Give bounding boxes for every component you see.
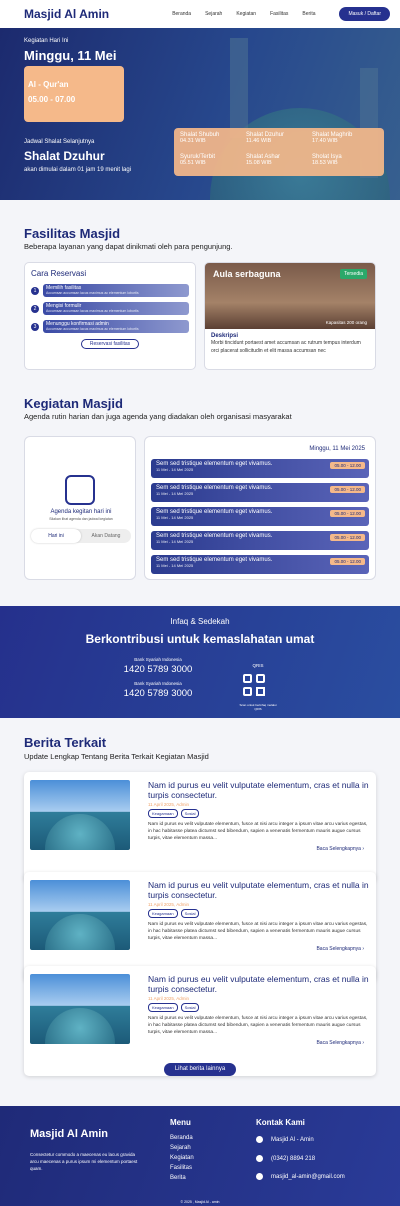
news-image: [30, 880, 130, 950]
reservation-step: 3 Menunggu konfirmasi admin Accumsan accumsan lacus maximus ac elementum lobortis: [31, 320, 189, 333]
reservation-step: 2 Mengisi formulir Accumsan accumsan lacus maximus ac elementum lobortis: [31, 302, 189, 315]
reservation-title: Cara Reservasi: [31, 269, 87, 278]
tag[interactable]: Sosial: [181, 909, 200, 918]
news-card-title[interactable]: Nam id purus eu velit vulputate elementum, cras et nulla in turpis consectetur.: [148, 974, 369, 995]
hall-name: Aula serbaguna: [213, 269, 281, 279]
reservation-card: [24, 262, 196, 370]
contact-facebook[interactable]: Masjid Al - Amin: [256, 1136, 314, 1143]
footer-menu: [170, 1134, 194, 1183]
prayer-item: Shalat Maghrib 17.40 WIB: [312, 132, 353, 144]
hero-section: [0, 28, 400, 200]
qr-code-icon: [243, 674, 267, 698]
event-item[interactable]: Sem sed tristique elementum eget vivamus. 11 Mei - 14 Mei 2025 05.00 - 12.00: [151, 483, 369, 502]
tab-today[interactable]: Hari ini: [31, 529, 81, 543]
infaq-title: Berkontribusi untuk kemaslahatan umat: [85, 632, 315, 646]
arrow-right-icon: ›: [362, 846, 364, 852]
tag[interactable]: Keagamaan: [148, 1003, 178, 1012]
news-meta: 11 April 2025, Admin: [148, 996, 189, 1001]
agenda-panel-sub: Silakan lihat agenda dan jadwal kegiatan: [49, 517, 113, 521]
prayer-item: Shalat Shubuh 04.31 WIB: [180, 132, 220, 144]
nav-link-sejarah[interactable]: Sejarah: [205, 11, 223, 17]
qris-label: QRIS: [252, 663, 264, 668]
tag[interactable]: Sosial: [181, 1003, 200, 1012]
more-news-button[interactable]: Lihat berita lainnya: [164, 1063, 236, 1076]
bank-number: 1420 5789 3000: [123, 688, 193, 699]
agenda-panel-title: Agenda kegitan hari ini: [50, 509, 112, 515]
facilities-subtitle: Beberapa layanan yang dapat dinikmati oleh para pengunjung.: [24, 242, 233, 251]
nav-links: [172, 7, 390, 21]
mail-icon: [256, 1173, 263, 1180]
news-image: [30, 974, 130, 1044]
read-more-link[interactable]: Baca Selengkapnya ›: [316, 846, 364, 852]
arrow-right-icon: ›: [362, 946, 364, 952]
next-prayer-name: Shalat Dzuhur: [24, 149, 105, 163]
event-item[interactable]: Sem sed tristique elementum eget vivamus. 11 Mei - 14 Mei 2025 05.00 - 12.00: [151, 531, 369, 550]
reservation-button[interactable]: Reservasi fasilitas: [81, 339, 139, 349]
calendar-icon: [65, 475, 95, 505]
footer-menu-title: Menu: [170, 1118, 191, 1127]
news-subtitle: Update Lengkap Tentang Berita Terkait Kegiatan Masjid: [24, 752, 209, 761]
agenda-panel: [24, 436, 136, 580]
activities-title: Kegiatan Masjid: [24, 396, 123, 411]
footer-link[interactable]: Beranda: [170, 1135, 193, 1141]
login-button[interactable]: Masuk / Daftar: [339, 7, 390, 21]
activities-subtitle: Agenda rutin harian dan juga agenda yang diadakan oleh organisasi masyarakat: [24, 412, 292, 421]
agenda-toggle: [31, 529, 131, 543]
tag[interactable]: Keagamaan: [148, 809, 178, 818]
footer-link[interactable]: Berita: [170, 1174, 186, 1181]
capacity-label: Kapasitas 200 orang: [325, 320, 367, 325]
contact-phone[interactable]: (0342) 8894 218: [256, 1155, 315, 1162]
contact-title: Kontak Kami: [256, 1118, 305, 1127]
news-card[interactable]: [24, 772, 376, 882]
prayer-item: Shalat Dzuhur 11.46 WIB: [246, 132, 285, 144]
today-date: Minggu, 11 Mei: [24, 48, 117, 63]
prayer-item: Sholat Isya 18.53 WIB: [312, 153, 342, 166]
news-body: Nam id purus eu velit vulputate elementum, fusce at nisi arcu integer a ipsum vitae arcu varius egestas, in hac habitasse platea dictumst sed bibendum, sapien a venenatis fermentum mauris augue cursus turpis, vitae elementum massa...: [148, 822, 368, 842]
prayer-item: Shalat Ashar 15.08 WIB: [246, 153, 281, 166]
prayer-item: Syuruk/Terbit 05.51 WIB: [180, 153, 216, 166]
activity-time: 05.00 - 07.00: [28, 95, 76, 104]
news-body: Nam id purus eu velit vulputate elementum, fusce at nisi arcu integer a ipsum vitae arcu varius egestas, in hac habitasse platea dictumst sed bibendum, sapien a venenatis fermentum mauris augue cursus turpis, vitae elementum massa...: [148, 1016, 368, 1036]
contact-email[interactable]: masjid_al-amin@gmail.com: [256, 1173, 345, 1180]
availability-badge: Tersedia: [340, 269, 367, 279]
today-activity-card: [24, 66, 124, 122]
footer-link[interactable]: Kegiatan: [170, 1154, 194, 1161]
nav-link-berita[interactable]: Berita: [302, 11, 316, 17]
nav-link-kegiatan[interactable]: Kegiatan: [236, 11, 257, 17]
tag[interactable]: Sosial: [181, 809, 200, 818]
news-meta: 11 April 2025, Admin: [148, 802, 189, 807]
copyright: © 2025 , Masjid Al - amin: [180, 1200, 220, 1204]
event-list: [144, 436, 376, 580]
infaq-section: [0, 606, 400, 718]
news-card-title[interactable]: Nam id purus eu velit vulputate elementum, cras et nulla in turpis consectetur.: [148, 780, 369, 801]
minaret-image: [230, 38, 248, 138]
event-item[interactable]: Sem sed tristique elementum eget vivamus. 11 Mei - 14 Mei 2025 05.00 - 12.00: [151, 555, 369, 574]
bank-number: 1420 5789 3000: [123, 664, 193, 675]
facilities-title: Fasilitas Masjid: [24, 226, 121, 241]
footer-desc: Consectetur commodo a maecenas eu lacus gravida arcu maecenas a purus ipsum mi elementum portaest quam.: [30, 1152, 138, 1171]
today-label: Kegiatan Hari Ini: [24, 38, 69, 44]
footer-link[interactable]: Fasilitas: [170, 1164, 193, 1171]
nav-link-fasilitas[interactable]: Fasilitas: [270, 11, 289, 17]
event-list-date: Minggu, 11 Mei 2025: [309, 446, 365, 452]
news-card-title[interactable]: Nam id purus eu velit vulputate elementum, cras et nulla in turpis consectetur.: [148, 880, 369, 901]
footer-brand: Masjid Al Amin: [30, 1128, 109, 1140]
reservation-step: 1 Memilih fasilitas Accumsan accumsan lacus maximus ac elementum lobortis: [31, 284, 189, 297]
nav-link-beranda[interactable]: Beranda: [172, 11, 192, 17]
footer-link[interactable]: Sejarah: [170, 1144, 191, 1151]
read-more-link[interactable]: Baca Selengkapnya ›: [316, 1040, 364, 1046]
navbar: [0, 0, 400, 28]
event-item[interactable]: Sem sed tristique elementum eget vivamus. 11 Mei - 14 Mei 2025 05.00 - 12.00: [151, 459, 369, 478]
phone-icon: [256, 1155, 263, 1162]
prayer-schedule: [174, 128, 384, 176]
read-more-link[interactable]: Baca Selengkapnya ›: [316, 946, 364, 952]
tag[interactable]: Keagamaan: [148, 909, 178, 918]
bank-name: Bank Syariah Indonesia: [134, 681, 182, 686]
news-image: [30, 780, 130, 850]
news-title: Berita Terkait: [24, 735, 107, 750]
infaq-label: Infaq & Sedekah: [170, 617, 230, 626]
news-meta: 11 April 2025, Admin: [148, 902, 189, 907]
footer: [0, 1106, 400, 1206]
event-item[interactable]: Sem sed tristique elementum eget vivamus. 11 Mei - 14 Mei 2025 05.00 - 12.00: [151, 507, 369, 526]
facebook-icon: [256, 1136, 263, 1143]
news-body: Nam id purus eu velit vulputate elementum, fusce at nisi arcu integer a ipsum vitae arcu varius egestas, in hac habitasse platea dictumst sed bibendum, sapien a venenatis fermentum mauris augue cursus turpis, vitae elementum massa...: [148, 922, 368, 942]
hall-desc: Morbi tincidunt portaest amet accumsan ac rutrum tempus interdum orci placerat sollicitudin et elit massa accumsan nec: [211, 340, 361, 354]
hall-desc-label: Deskripsi: [211, 333, 239, 339]
news-card[interactable]: [24, 966, 376, 1076]
arrow-right-icon: ›: [362, 1040, 364, 1046]
brand-logo[interactable]: Masjid Al Amin: [24, 7, 110, 21]
bank-name: Bank Syariah Indonesia: [134, 657, 182, 662]
activity-name: Al - Qur'an: [28, 80, 69, 89]
tab-upcoming[interactable]: Akan Datang: [91, 533, 121, 539]
hall-card[interactable]: [204, 262, 376, 370]
qris-note: Scan untuk berinfaq melalui QRIS: [239, 703, 277, 711]
next-prayer-countdown: akan dimulai dalam 01 jam 19 menit lagi: [24, 167, 132, 173]
next-prayer-label: Jadwal Shalat Selanjutnya: [24, 139, 95, 145]
